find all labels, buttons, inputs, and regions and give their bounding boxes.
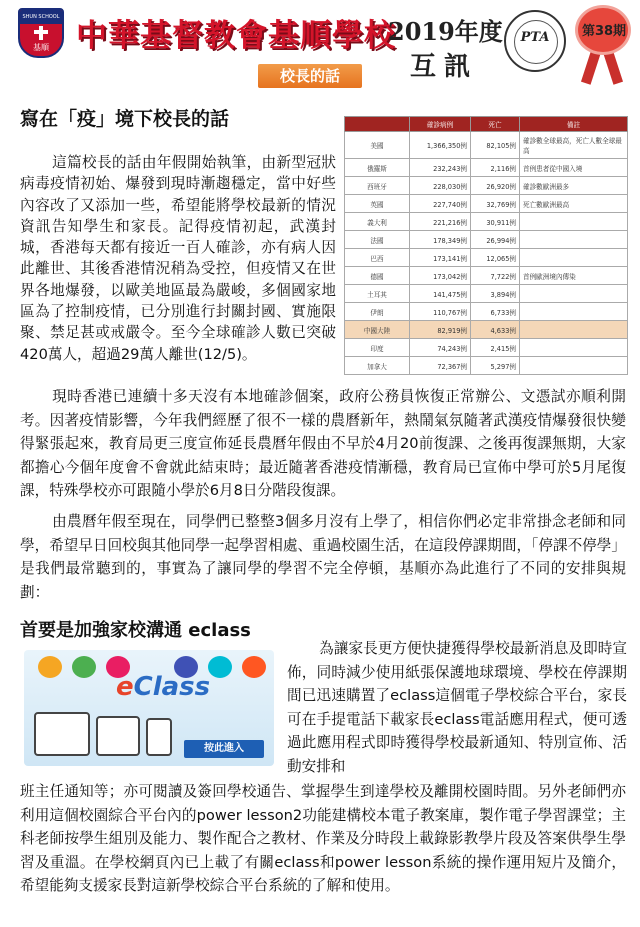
eclass-illustration <box>24 650 274 766</box>
table-cell-note <box>520 285 628 303</box>
table-cell-note: 確診數歐洲最多 <box>520 177 628 195</box>
eclass-logo-text: eClass <box>116 672 211 702</box>
article-title: 寫在「疫」境下校長的話 <box>20 108 230 130</box>
covid-stats-table <box>344 116 628 375</box>
table-cell-country: 西班牙 <box>345 177 410 195</box>
table-cell-country: 巴西 <box>345 249 410 267</box>
section-subtitle: 首要是加強家校溝通 eclass <box>20 620 251 641</box>
table-cell-note: 死亡數歐洲最高 <box>520 195 628 213</box>
table-cell-deaths: 26,920例 <box>471 177 520 195</box>
table-row <box>345 339 628 357</box>
table-cell-country: 美國 <box>345 132 410 159</box>
table-row <box>345 321 628 339</box>
table-header-cell: 備註 <box>520 117 628 132</box>
table-header-cell: 確診病例 <box>410 117 471 132</box>
table-cell-note <box>520 321 628 339</box>
ribbon-right <box>603 49 623 84</box>
table-cell-deaths: 2,415例 <box>471 339 520 357</box>
table-cell-deaths: 32,769例 <box>471 195 520 213</box>
laptop-icon <box>34 712 90 756</box>
section-banner: 校長的話 <box>258 64 362 88</box>
table-cell-country: 加拿大 <box>345 357 410 375</box>
table-cell-cases: 74,243例 <box>410 339 471 357</box>
table-cell-deaths: 4,633例 <box>471 321 520 339</box>
app-icon <box>242 656 266 678</box>
newsletter-title: 互訊 <box>410 52 479 82</box>
table-row <box>345 303 628 321</box>
crest-text: 基順 <box>33 43 49 52</box>
table-cell-deaths: 26,994例 <box>471 231 520 249</box>
table-row <box>345 177 628 195</box>
table-row <box>345 159 628 177</box>
table-cell-cases: 110,767例 <box>410 303 471 321</box>
table-cell-deaths: 5,297例 <box>471 357 520 375</box>
pta-logo-text: PTA <box>520 30 550 45</box>
crest-top-text: SHUN SCHOOL <box>20 10 62 24</box>
table-row <box>345 285 628 303</box>
cross-bar <box>34 30 48 34</box>
table-cell-cases: 232,243例 <box>410 159 471 177</box>
table-cell-country: 德國 <box>345 267 410 285</box>
paragraph-3: 由農曆年假至現在，同學們已整整3個多月沒有上學了，相信你們必定非常掛念老師和同學，希望早日回校與其他同學一起學習相處、重過校園生活，在這段停課期間，「停課不停學」是我們最常聽到的，事實為了讓同學的學習不完全停頓，基順亦為此進行了不同的安排與規劃： <box>20 513 626 601</box>
table-cell-deaths: 2,116例 <box>471 159 520 177</box>
table-header-cell: 死亡 <box>471 117 520 132</box>
table-cell-cases: 227,740例 <box>410 195 471 213</box>
issue-number: 第38期 <box>581 24 627 39</box>
eclass-logo <box>116 672 210 702</box>
table-row <box>345 267 628 285</box>
table-header-cell <box>345 117 410 132</box>
table-body <box>345 132 628 375</box>
table-cell-note: 確診數全球最高，死亡人數全球最高 <box>520 132 628 159</box>
tablet-icon <box>96 716 140 756</box>
app-icon <box>72 656 96 678</box>
table-cell-deaths: 30,911例 <box>471 213 520 231</box>
table-row <box>345 132 628 159</box>
issue-seal <box>574 8 632 62</box>
newsletter-header <box>0 0 640 96</box>
table-cell-note <box>520 303 628 321</box>
table-cell-note: 首例歐洲境內傳染 <box>520 267 628 285</box>
table-cell-cases: 72,367例 <box>410 357 471 375</box>
table-cell-note <box>520 249 628 267</box>
table-cell-country: 印度 <box>345 339 410 357</box>
table-cell-note <box>520 339 628 357</box>
table-row <box>345 231 628 249</box>
table-header-row <box>345 117 628 132</box>
table-row <box>345 213 628 231</box>
school-crest-logo <box>18 8 64 58</box>
table-cell-note <box>520 231 628 249</box>
table-cell-deaths: 3,894例 <box>471 285 520 303</box>
phone-icon <box>146 718 172 756</box>
table-cell-country: 義大利 <box>345 213 410 231</box>
table-cell-cases: 178,349例 <box>410 231 471 249</box>
table-cell-note: 首例患者從中國入境 <box>520 159 628 177</box>
table-cell-cases: 173,141例 <box>410 249 471 267</box>
table-cell-deaths: 6,733例 <box>471 303 520 321</box>
table-row <box>345 195 628 213</box>
app-icon <box>38 656 62 678</box>
paragraph-2: 現時香港已連續十多天沒有本地確診個案，政府公務員恢復正常辦公、文憑試亦順利開考。因著疫情影響，今年我們經歷了很不一樣的農曆新年，熱鬧氣氛隨著武漢疫情爆發很快變得緊張起來，教育局更三度宣佈延長農曆年假由不早於4月20前復課、之後再復課無期，大家都擔心今個年度會不會就此結束時；最近隨著香港疫情漸穩，教育局已宣佈中學可於5月尾復課，特殊學校亦可跟隨小學於6月8日分階段復課。 <box>20 388 626 500</box>
table-cell-country: 俄羅斯 <box>345 159 410 177</box>
table-cell-cases: 82,919例 <box>410 321 471 339</box>
table-cell-note <box>520 213 628 231</box>
table-cell-cases: 228,030例 <box>410 177 471 195</box>
table-cell-note <box>520 357 628 375</box>
pta-logo <box>504 10 566 72</box>
table-cell-deaths: 12,065例 <box>471 249 520 267</box>
table-cell-country: 英國 <box>345 195 410 213</box>
paragraph-4: 為讓家長更方便快捷獲得學校最新消息及即時宣佈，同時減少使用紙張保護地球環境、學校在停課期間已迅速購置了eclass這個電子學校綜合平台，家長可在手提電話下載家長eclass電話應用程式，便可透過此應用程式即時獲得學校最新通知、特別宣佈、活動安排和 <box>287 640 627 775</box>
ribbon-left <box>581 49 601 84</box>
paragraph-5: 班主任通知等；亦可閱讀及簽回學校通告、掌握學生到達學校及離開校園時間。另外老師們亦利用這個校園綜合平台內的power lesson2功能建構校本電子教案庫，製作電子學習課堂；主科老師按學生組別及能力、製作配合之教材、作業及分時段上載錄影教學片段及答案供學生學習及重溫。在學校網頁內已上載了有關eclass和power lesson系統的操作運用短片及簡介，希望能夠支援家長對這新學校綜合平台系統的了解和使用。 <box>20 783 626 895</box>
table-cell-deaths: 82,105例 <box>471 132 520 159</box>
login-button: 按此進入 <box>184 740 264 758</box>
year-label: 2019年度 <box>388 17 503 46</box>
app-icon <box>208 656 232 678</box>
table-cell-country: 中國大陸 <box>345 321 410 339</box>
table-row <box>345 249 628 267</box>
table-cell-cases: 221,216例 <box>410 213 471 231</box>
table-row <box>345 357 628 375</box>
intro-paragraph: 這篇校長的話由年假開始執筆，由新型冠狀病毒疫情初始、爆發到現時漸趨穩定，當中好些內容改了又添加一些，希望能將學校最新的情況資訊告知學生和家長。記得疫情初起，武漢封城，香港每天都有接近一百人確診，亦有病人因此離世、其後香港情況稍為受控，但疫情又在世界各地爆發，以歐美地區最為嚴峻，多個國家地區為了控制疫情，已分別進行封關封國、實施限聚、禁足甚或戒嚴令。至今全球確診人數已突破420萬人，超過29萬人離世(12/5)。 <box>20 154 336 363</box>
table-cell-cases: 173,042例 <box>410 267 471 285</box>
table-cell-deaths: 7,722例 <box>471 267 520 285</box>
table-cell-cases: 141,475例 <box>410 285 471 303</box>
table-cell-country: 伊朗 <box>345 303 410 321</box>
table-cell-country: 土耳其 <box>345 285 410 303</box>
table-cell-country: 法國 <box>345 231 410 249</box>
table-cell-cases: 1,366,350例 <box>410 132 471 159</box>
school-name: 中華基督教會基順學校 <box>76 18 396 54</box>
